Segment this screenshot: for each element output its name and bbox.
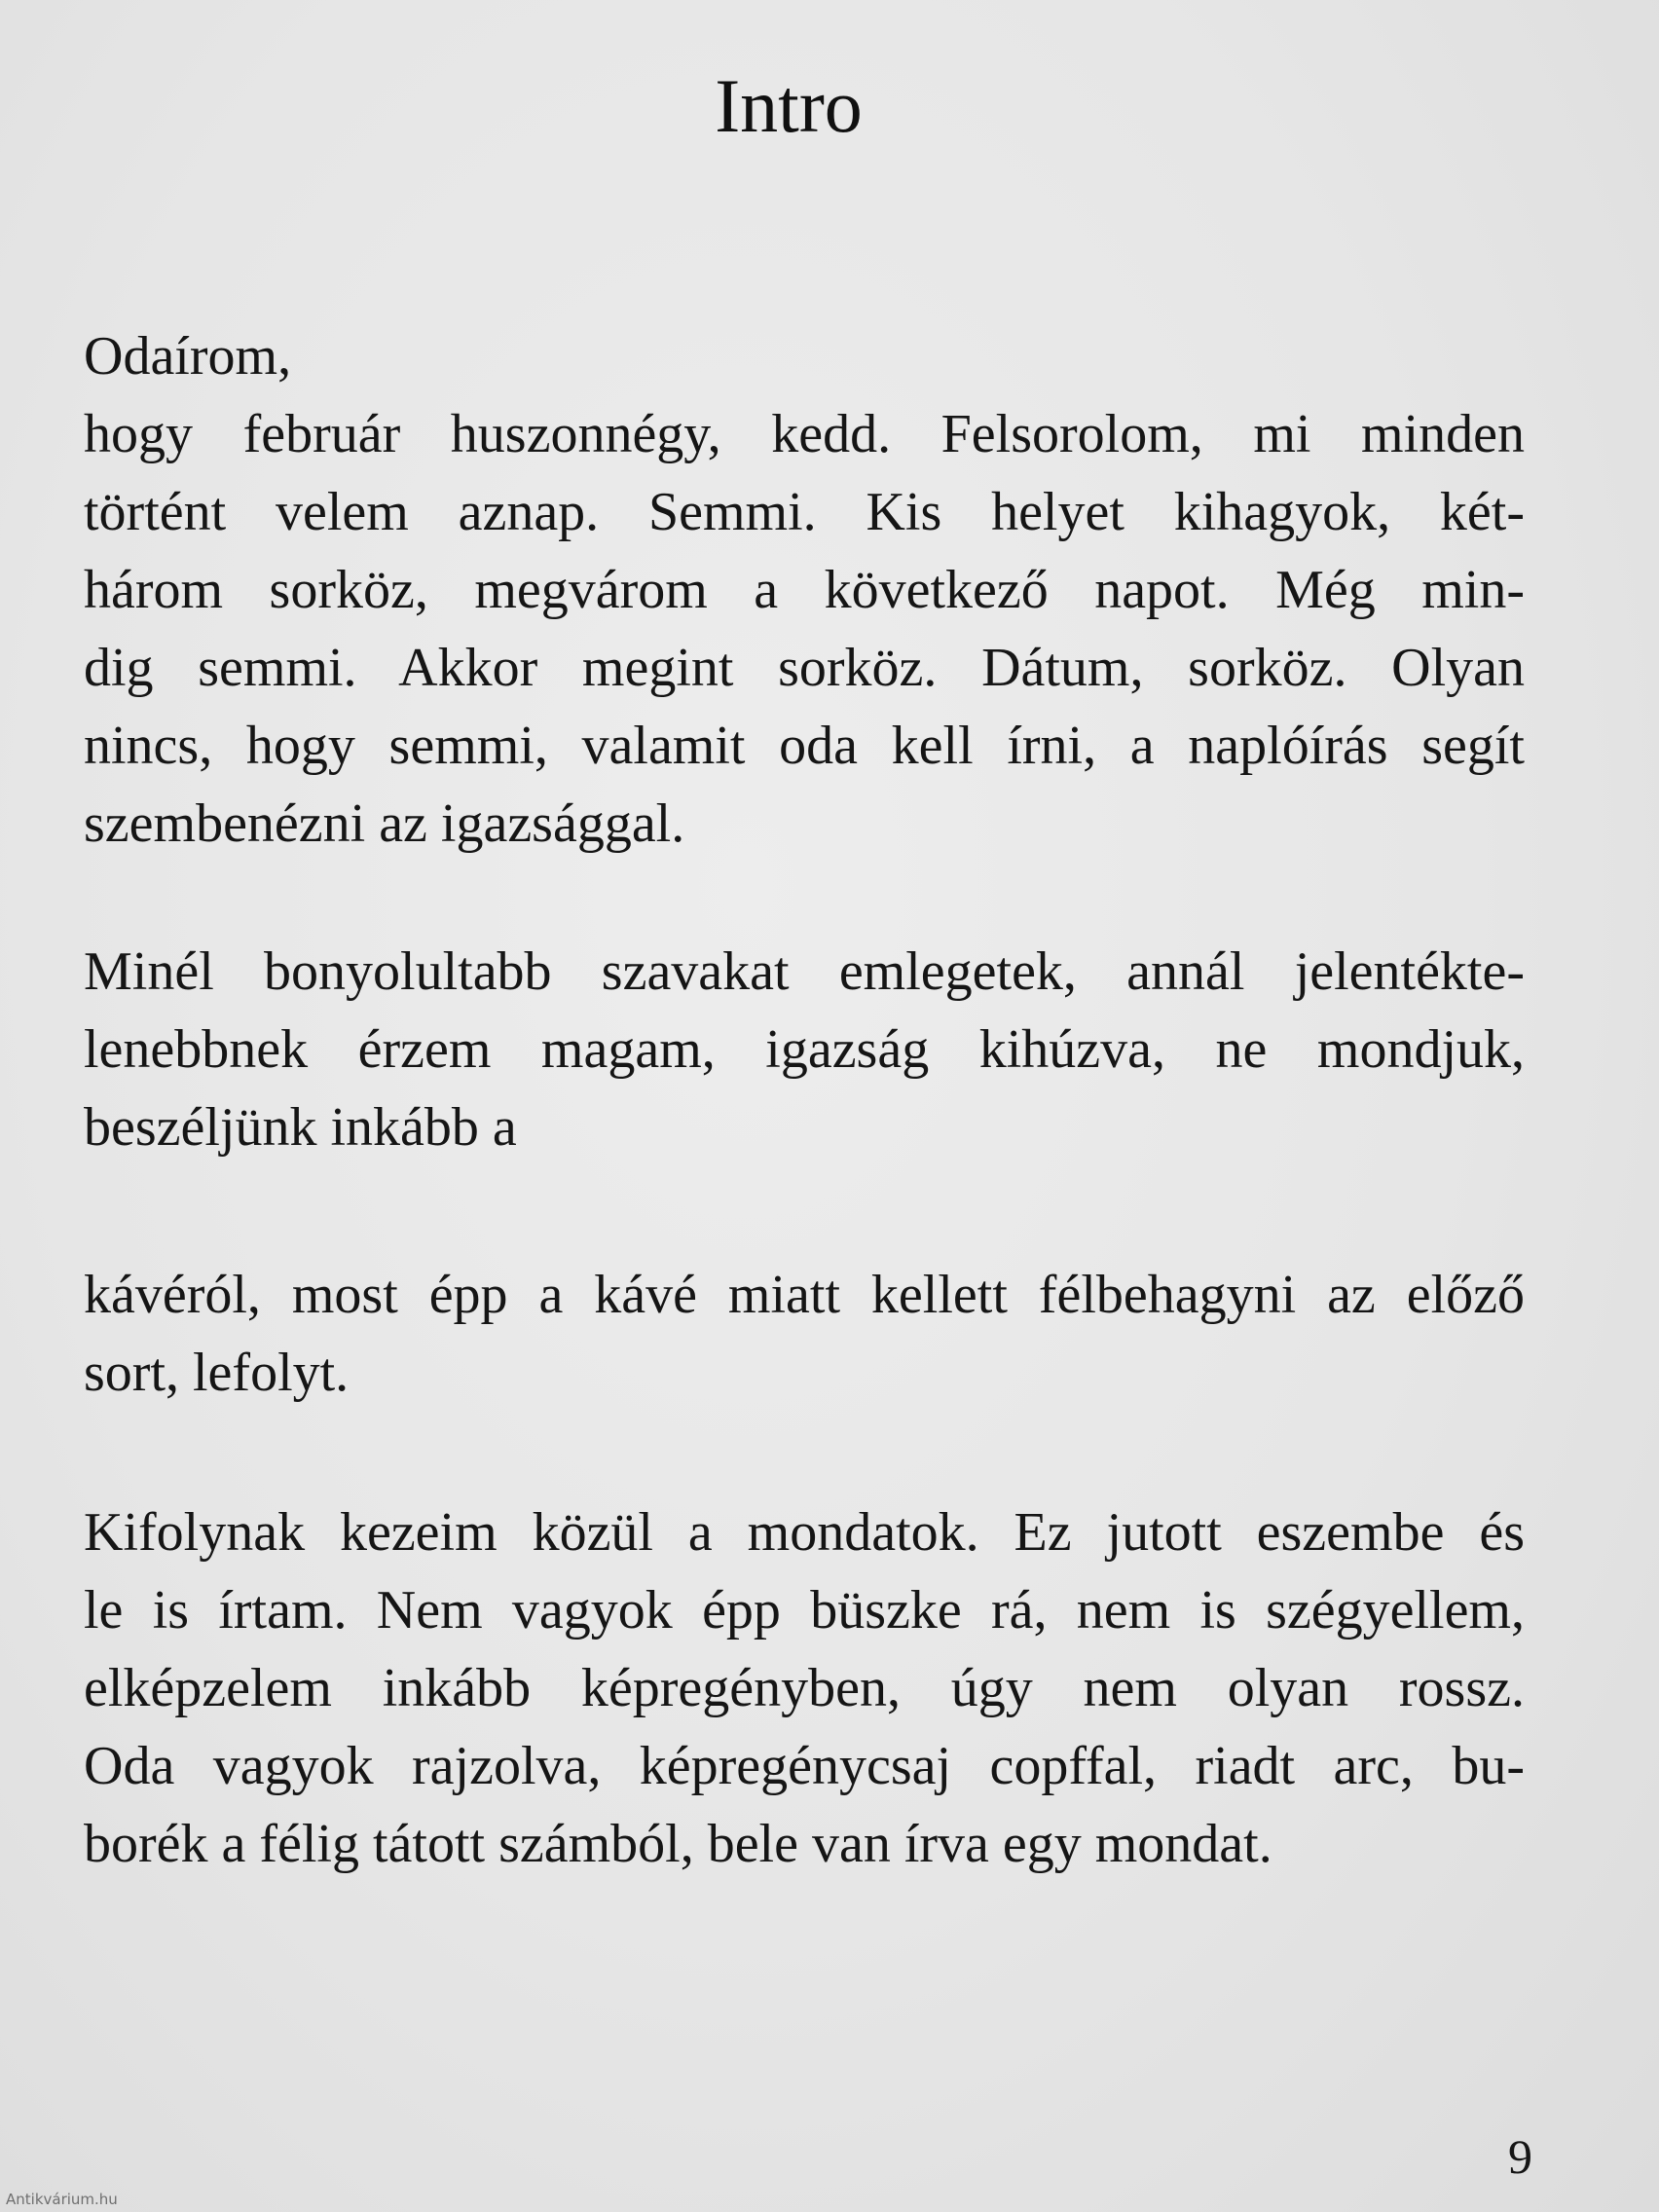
- paragraph-3: [84, 1256, 1525, 1412]
- paragraph-1: [84, 317, 1525, 863]
- watermark: Antikvárium.hu: [6, 2191, 118, 2208]
- text-line: kávéról, most épp a kávé miatt kellett félbehagyni az előző: [84, 1265, 1525, 1325]
- text-line: beszéljünk inkább a: [84, 1097, 517, 1158]
- paragraph-4: [84, 1493, 1525, 1883]
- text-line: Minél bonyolultabb szavakat emlegetek, annál jelentékte-: [84, 941, 1525, 1002]
- text-line: történt velem aznap. Semmi. Kis helyet kihagyok, két-: [84, 482, 1525, 542]
- text-line: elképzelem inkább képregényben, úgy nem olyan rossz.: [84, 1658, 1525, 1718]
- page-number: 9: [1508, 2129, 1532, 2184]
- text-line: Odaírom,: [84, 326, 292, 387]
- text-line: dig semmi. Akkor megint sorköz. Dátum, sorköz. Olyan: [84, 638, 1525, 698]
- text-line: sort, lefolyt.: [84, 1343, 350, 1403]
- text-line: lenebbnek érzem magam, igazság kihúzva, ne mondjuk,: [84, 1019, 1525, 1080]
- text-line: három sorköz, megvárom a következő napot. Még min-: [84, 560, 1525, 620]
- text-line: borék a félig tátott számból, bele van írva egy mondat.: [84, 1814, 1272, 1874]
- text-line: Oda vagyok rajzolva, képregénycsaj copffal, riadt arc, bu-: [84, 1736, 1525, 1796]
- text-line: Kifolynak kezeim közül a mondatok. Ez jutott eszembe és: [84, 1502, 1525, 1563]
- text-line: szembenézni az igazsággal.: [84, 793, 685, 854]
- text-line: le is írtam. Nem vagyok épp büszke rá, nem is szégyellem,: [84, 1580, 1525, 1641]
- chapter-title: Intro: [715, 63, 863, 148]
- paragraph-2: [84, 933, 1525, 1166]
- text-line: hogy február huszonnégy, kedd. Felsorolom, mi minden: [84, 404, 1525, 464]
- text-line: nincs, hogy semmi, valamit oda kell írni, a naplóírás segít: [84, 716, 1525, 776]
